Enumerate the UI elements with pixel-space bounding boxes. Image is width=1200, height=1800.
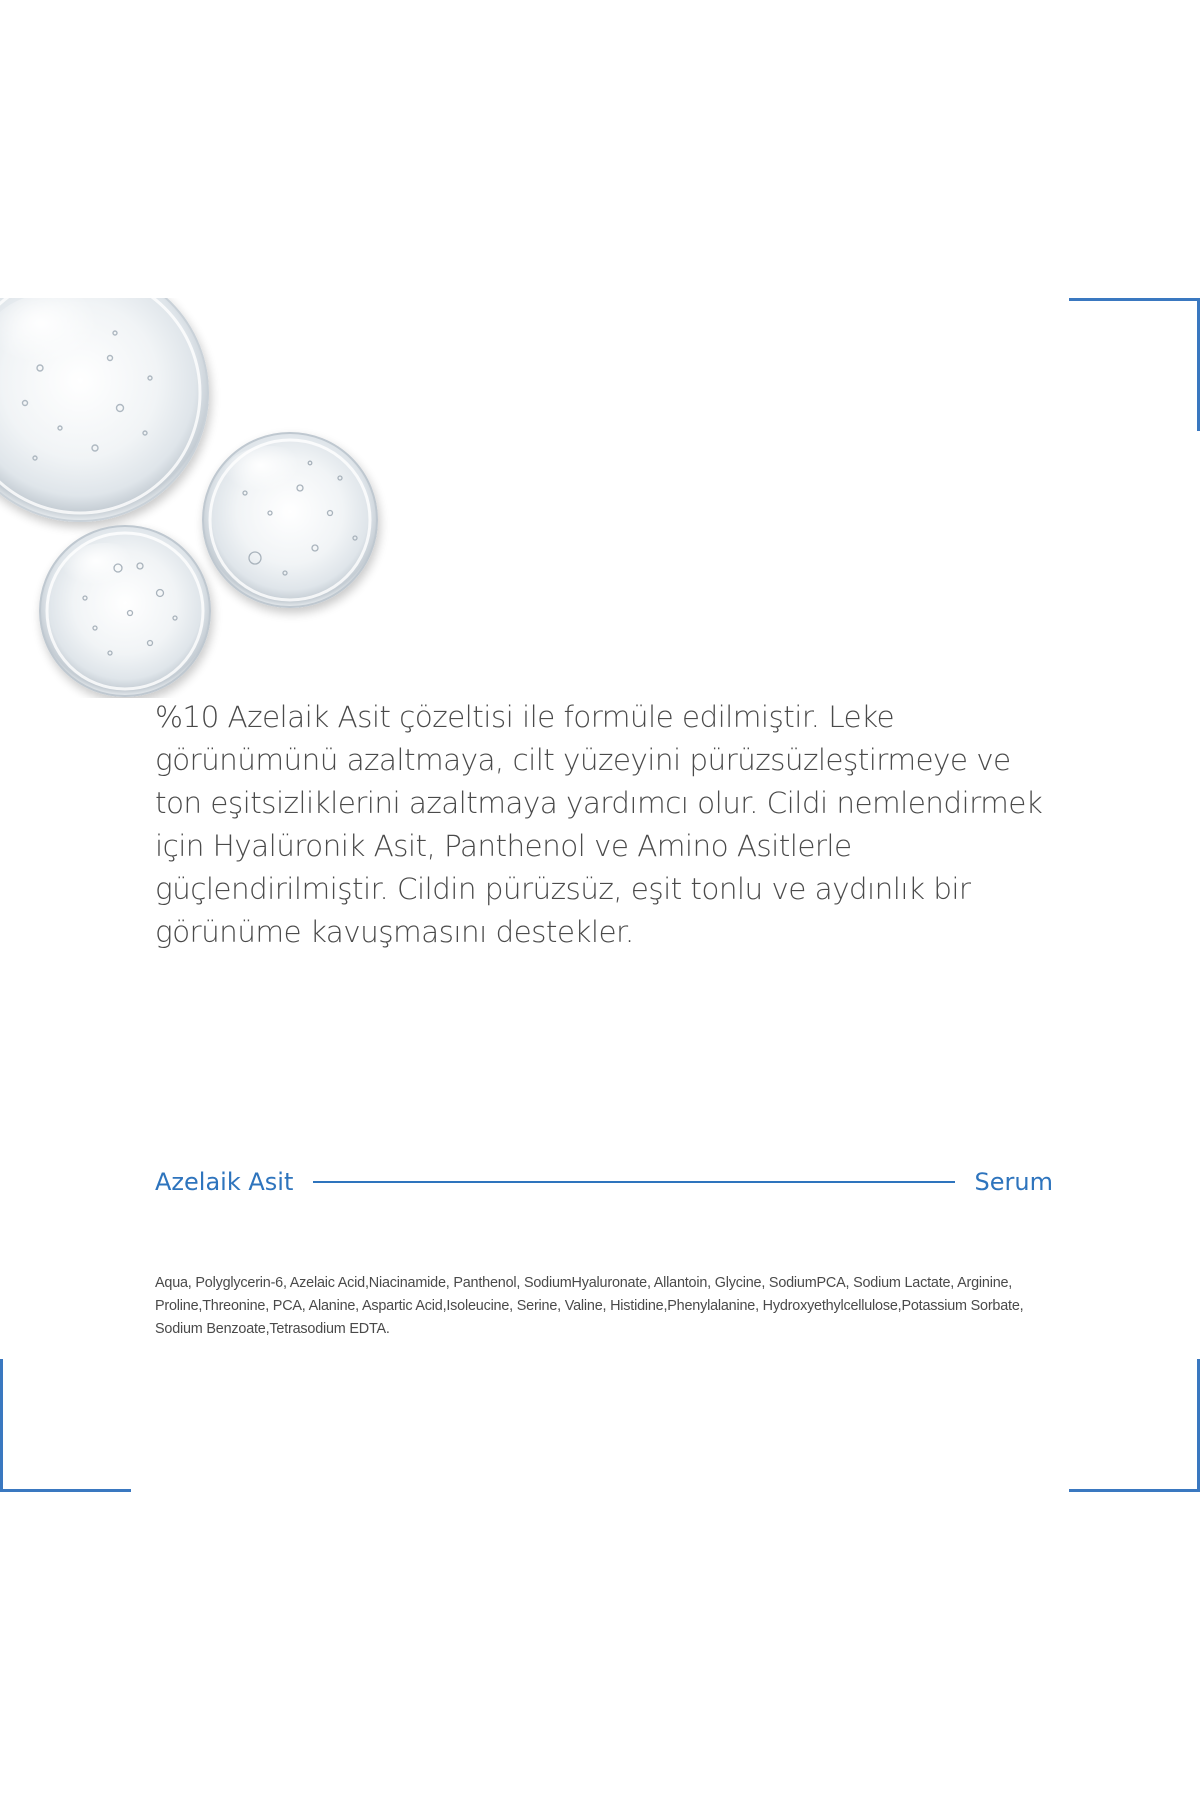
corner-bracket-bottom-left [0,1359,131,1492]
droplet-bottom [40,526,210,696]
product-type-label: Serum [974,1168,1053,1196]
product-description: %10 Azelaik Asit çözeltisi ile formüle edilmiştir. Leke görünümünü azaltmaya, cilt yüzeyini pürüzsüzleştirmeye ve ton eşitsizliklerini azaltmaya yardımcı olur. Cildi nemlendirmek için Hyalüronik Asit, Panthenol ve Amino Asitlerle güçlendirilmiştir. Cildin pürüzsüz, eşit tonlu ve aydınlık bir görünüme kavuşmasını destekler. [155,700,1043,949]
ingredients-list: Aqua, Polyglycerin-6, Azelaic Acid,Niacinamide, Panthenol, SodiumHyaluronate, Allantoin, Glycine, SodiumPCA, Sodium Lactate, Arginine, Proline,Threonine, PCA, Alanine, Aspartic Acid,Isoleucine, Serine, Valine, Histidine,Phenylalanine, Hydroxyethylcellulose,Potassium Sorbate, Sodium Benzoate,Tetrasodium EDTA. [155,1275,1024,1337]
product-title-row [155,1162,1053,1202]
serum-droplets-icon [0,298,400,698]
corner-bracket-bottom-right [1069,1359,1200,1492]
corner-bracket-top-right [1069,298,1200,431]
droplet-large [0,298,208,521]
droplet-right [203,433,377,607]
divider-line [313,1181,954,1183]
ingredient-name-label: Azelaik Asit [155,1168,294,1196]
